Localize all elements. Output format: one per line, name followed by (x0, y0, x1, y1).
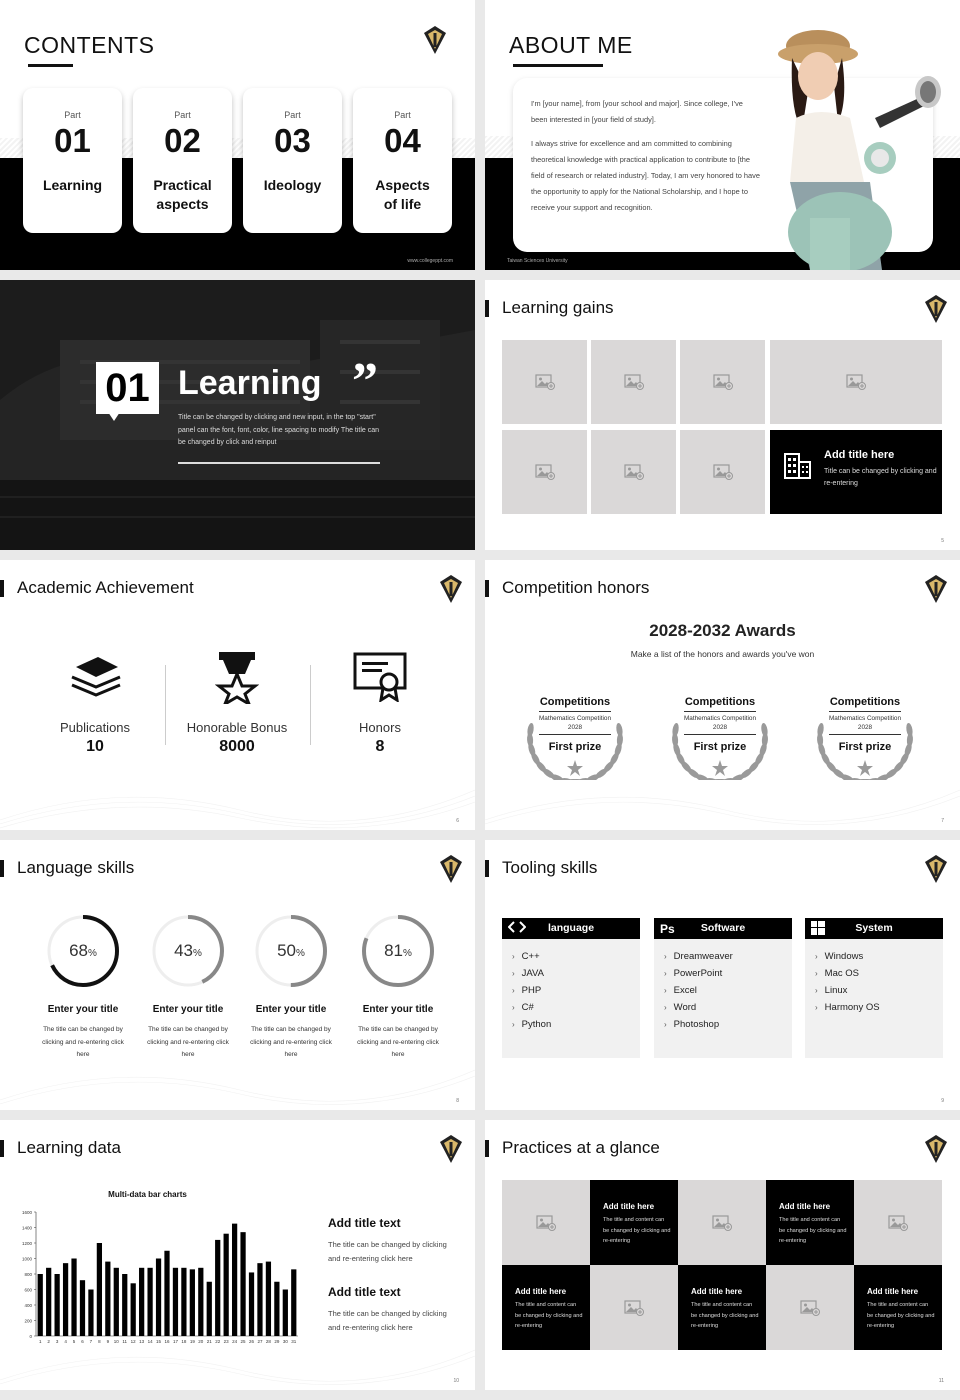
image-placeholder[interactable] (502, 340, 587, 424)
award-line (539, 711, 611, 712)
x-tick-label: 19 (189, 1339, 195, 1344)
x-tick-label: 6 (81, 1339, 84, 1344)
practice-box-text: The title and content can be changed by clicking and re-entering (691, 1302, 759, 1329)
bar (114, 1268, 119, 1336)
practice-box (590, 1180, 678, 1265)
section-description: Title can be changed by clicking and new input, in the top "start" panel can the font, font, color, line spacing to modify The title can be changed by click and reinput (178, 414, 380, 446)
emblem-icon (421, 25, 449, 55)
page-number: 10 (453, 1378, 459, 1384)
tool-item: › PowerPoint (664, 965, 733, 982)
image-placeholder[interactable] (678, 1180, 766, 1265)
slide-learning-gains (485, 280, 960, 550)
skill-desc: The title can be changed by clicking and re-entering click here (147, 1026, 229, 1058)
tool-header (805, 918, 943, 939)
page-number: 9 (941, 1098, 944, 1104)
image-placeholder[interactable] (502, 430, 587, 514)
award-event: Mathematics Competition (683, 715, 757, 722)
award-event: Mathematics Competition (828, 715, 902, 722)
percent-value (148, 941, 228, 961)
y-tick-label: 200 (24, 1318, 32, 1324)
tool-item: › Dreamweaver (664, 948, 733, 965)
certificate-icon (353, 652, 407, 702)
image-add-icon (846, 374, 866, 395)
part-name: Ideology (263, 177, 322, 193)
x-tick-label: 17 (172, 1339, 178, 1344)
title-underline (513, 64, 603, 67)
skill-title: Enter your title (47, 1004, 119, 1015)
y-tick-label: 600 (24, 1287, 32, 1293)
medal-icon (215, 652, 259, 704)
bar (164, 1251, 169, 1336)
stat-value: 8000 (219, 738, 255, 755)
emblem-icon (437, 574, 465, 604)
y-tick-label: 400 (24, 1303, 32, 1308)
practice-box-title: Add title here (603, 1202, 655, 1211)
section-number-tail (108, 412, 120, 421)
page-number: 5 (941, 538, 944, 544)
x-tick-label: 22 (215, 1339, 221, 1344)
x-tick-label: 11 (122, 1339, 128, 1344)
data-desc-1: The title can be changed by clicking and re-entering click here (328, 1240, 447, 1263)
skill-desc: The title can be changed by clicking and re-entering click here (250, 1026, 332, 1058)
data-desc-2: The title can be changed by clicking and re-entering click here (328, 1309, 447, 1332)
image-placeholder[interactable] (591, 430, 676, 514)
quote-mark: ” (352, 353, 378, 410)
slide-title: Learning data (17, 1138, 121, 1157)
header-bar (0, 860, 4, 877)
emblem-icon (922, 854, 950, 884)
about-title: ABOUT ME (509, 32, 633, 58)
tool-header (502, 918, 640, 939)
header-bar (485, 300, 489, 317)
image-add-icon (712, 1215, 732, 1236)
bar (173, 1268, 178, 1336)
page-number: 7 (941, 818, 944, 824)
image-placeholder[interactable] (680, 430, 765, 514)
part-card[interactable] (243, 88, 342, 233)
image-placeholder[interactable] (591, 340, 676, 424)
page-number: 11 (938, 1378, 944, 1384)
header-bar (485, 580, 489, 597)
chart-title: Multi-data bar charts (108, 1190, 187, 1199)
bar (71, 1259, 76, 1337)
stat-label: Honors (359, 720, 401, 735)
skill-title: Enter your title (152, 1004, 224, 1015)
percent-value (251, 941, 331, 961)
image-placeholder[interactable] (590, 1265, 678, 1350)
image-add-icon (713, 464, 733, 485)
stat-label: Honorable Bonus (186, 720, 288, 735)
tool-list (664, 948, 733, 1033)
bar (274, 1282, 279, 1336)
x-tick-label: 18 (181, 1339, 187, 1344)
bar (80, 1280, 85, 1336)
building-icon (783, 452, 813, 480)
bar (46, 1268, 51, 1336)
slide-academic (0, 560, 475, 830)
tool-item: › Mac OS (815, 965, 880, 982)
x-tick-label: 16 (164, 1339, 170, 1344)
percent-unit: % (193, 948, 202, 959)
award-line (829, 734, 901, 735)
image-add-icon (535, 464, 555, 485)
practice-box-text: The title and content can be changed by clicking and re-entering (867, 1302, 935, 1329)
data-title-2: Add title text (328, 1285, 401, 1299)
award-title: Competitions (684, 696, 756, 708)
image-add-icon (800, 1300, 820, 1321)
tool-item: › Excel (664, 982, 733, 999)
practice-box-title: Add title here (779, 1202, 831, 1211)
tool-header-label: Software (700, 922, 746, 934)
x-tick-label: 15 (156, 1339, 162, 1344)
tool-item: › JAVA (512, 965, 551, 982)
about-paragraph-1: I'm [your name], from [your school and major]. Since college, I've been interested in [your field of study]. (531, 99, 743, 124)
percent-unit: % (296, 948, 305, 959)
slide-language (0, 840, 475, 1110)
x-tick-label: 23 (223, 1339, 229, 1344)
tool-header (654, 918, 792, 939)
slide-title: Academic Achievement (17, 578, 194, 597)
bar (105, 1262, 110, 1336)
gains-box-title: Add title here (824, 449, 895, 461)
bar (232, 1224, 237, 1336)
bar (215, 1240, 220, 1336)
tool-item: › PHP (512, 982, 551, 999)
part-number: 04 (384, 122, 421, 159)
practice-box-text: The title and content can be changed by clicking and re-entering (779, 1217, 847, 1244)
bar (224, 1234, 229, 1336)
bar (97, 1243, 102, 1336)
x-tick-label: 21 (206, 1339, 212, 1344)
slide-contents (0, 0, 475, 270)
percent-number: 81 (384, 941, 403, 960)
bar (240, 1232, 245, 1336)
header-bar (0, 580, 4, 597)
emblem-icon (922, 574, 950, 604)
image-add-icon (536, 1215, 556, 1236)
y-tick-label: 0 (29, 1334, 32, 1339)
practice-box-title: Add title here (867, 1287, 919, 1296)
award-title: Competitions (829, 696, 901, 708)
tool-list (815, 948, 880, 1016)
skill-desc: The title can be changed by clicking and re-entering click here (357, 1026, 439, 1058)
part-name: Learning (42, 177, 103, 193)
slide-title: Tooling skills (502, 858, 598, 877)
bar (88, 1290, 93, 1337)
skill-desc: The title can be changed by clicking and re-entering click here (42, 1026, 124, 1058)
bar (198, 1268, 203, 1336)
part-number: 03 (274, 122, 311, 159)
slide-title: Language skills (17, 858, 135, 877)
percent-value (43, 941, 123, 961)
image-placeholder[interactable] (766, 1265, 854, 1350)
part-name: Practical (153, 177, 212, 193)
bar (190, 1269, 195, 1336)
image-placeholder[interactable] (770, 340, 942, 424)
award-year: 2028 (567, 724, 583, 731)
emblem-icon (437, 854, 465, 884)
tool-header-label: language (547, 922, 595, 934)
image-placeholder[interactable] (854, 1180, 942, 1265)
awards-subtitle: Make a list of the honors and awards you've won (630, 649, 815, 659)
part-label: Part (284, 110, 301, 120)
x-tick-label: 30 (282, 1339, 288, 1344)
tool-header-label: System (855, 922, 893, 934)
tool-item: › Python (512, 1016, 551, 1033)
image-add-icon (624, 374, 644, 395)
section-title: Learning (178, 364, 322, 402)
bar (131, 1283, 136, 1336)
percent-number: 68 (69, 941, 88, 960)
bar (257, 1263, 262, 1336)
part-label: Part (64, 110, 81, 120)
part-card[interactable] (133, 88, 232, 233)
percent-unit: % (403, 948, 412, 959)
bar (207, 1282, 212, 1336)
part-number: 02 (164, 122, 201, 159)
award-line (829, 711, 901, 712)
x-tick-label: 10 (113, 1339, 119, 1344)
slide-competition (485, 560, 960, 830)
slide-about (485, 0, 960, 270)
image-placeholder[interactable] (502, 1180, 590, 1265)
practice-box-text: The title and content can be changed by clicking and re-entering (515, 1302, 583, 1329)
tool-item: › Windows (815, 948, 880, 965)
footer-url: www.collegeppt.com (407, 258, 453, 264)
badge-text: Ps (660, 922, 675, 936)
y-tick-label: 1400 (21, 1225, 32, 1231)
awards-heading: 2028-2032 Awards (649, 621, 796, 640)
x-tick-label: 24 (232, 1339, 238, 1344)
slide-title: Practices at a glance (502, 1138, 660, 1157)
practice-box (766, 1180, 854, 1265)
tool-item: › C# (512, 999, 551, 1016)
contents-title: CONTENTS (24, 32, 155, 58)
award-event: Mathematics Competition (538, 715, 612, 722)
practice-box-text: The title and content can be changed by clicking and re-entering (603, 1217, 671, 1244)
x-tick-label: 29 (274, 1339, 280, 1344)
bar (156, 1259, 161, 1337)
slide-practices (485, 1120, 960, 1390)
tool-list (512, 948, 551, 1033)
x-tick-label: 13 (139, 1339, 145, 1344)
bar (291, 1269, 296, 1336)
part-name-2: of life (383, 196, 422, 212)
portrait-photo (750, 22, 950, 270)
tool-item: › C++ (512, 948, 551, 965)
tool-item: › Harmony OS (815, 999, 880, 1016)
bar (63, 1263, 68, 1336)
x-tick-label: 14 (147, 1339, 153, 1344)
x-tick-label: 2 (47, 1339, 50, 1344)
title-underline (28, 64, 73, 67)
award-title: Competitions (539, 696, 611, 708)
x-tick-label: 8 (98, 1339, 101, 1344)
bar (181, 1268, 186, 1336)
x-tick-label: 31 (291, 1339, 297, 1344)
slide-tooling (485, 840, 960, 1110)
part-name-2: aspects (156, 196, 209, 212)
skill-title: Enter your title (362, 1004, 434, 1015)
practice-box (854, 1265, 942, 1350)
image-placeholder[interactable] (680, 340, 765, 424)
percent-number: 43 (174, 941, 193, 960)
award-line (539, 734, 611, 735)
bar (38, 1274, 43, 1336)
stat-label: Publications (59, 720, 131, 735)
header-bar (485, 860, 489, 877)
y-tick-label: 1000 (21, 1256, 32, 1262)
practice-box-title: Add title here (515, 1287, 567, 1296)
slide-learning-data (0, 1120, 475, 1390)
header-bar (485, 1140, 489, 1157)
y-tick-label: 1600 (21, 1210, 32, 1215)
tool-item: › Linux (815, 982, 880, 999)
image-add-icon (624, 1300, 644, 1321)
section-divider (178, 462, 380, 464)
award-prize: First prize (693, 741, 747, 753)
award-prize: First prize (838, 741, 892, 753)
stat-value: 8 (375, 738, 385, 755)
x-tick-label: 3 (55, 1339, 59, 1344)
x-tick-label: 5 (72, 1339, 76, 1344)
page-number: 6 (456, 818, 459, 824)
practice-box-title: Add title here (691, 1287, 743, 1296)
percent-unit: % (88, 948, 97, 959)
footer-school: Taiwan Sciences University (507, 258, 568, 264)
award-line (684, 711, 756, 712)
practice-box (678, 1265, 766, 1350)
image-add-icon (535, 374, 555, 395)
x-tick-label: 27 (257, 1339, 263, 1344)
stack-icon (68, 655, 124, 701)
bar (122, 1274, 127, 1336)
x-tick-label: 20 (198, 1339, 204, 1344)
y-tick-label: 800 (24, 1272, 32, 1277)
divider-1 (165, 665, 166, 745)
x-tick-label: 4 (64, 1339, 67, 1344)
bar (147, 1268, 152, 1336)
bar (249, 1272, 254, 1336)
bar (55, 1274, 60, 1336)
tool-item: › Photoshop (664, 1016, 733, 1033)
skill-title: Enter your title (255, 1004, 327, 1015)
emblem-icon (922, 294, 950, 324)
x-tick-label: 28 (265, 1339, 271, 1344)
practice-box (502, 1265, 590, 1350)
image-add-icon (713, 374, 733, 395)
slide-section-learning (0, 280, 475, 550)
x-tick-label: 25 (240, 1339, 246, 1344)
tool-item: › Word (664, 999, 733, 1016)
bar (266, 1262, 271, 1336)
bar (139, 1268, 144, 1336)
wave-decoration (0, 760, 475, 830)
x-tick-label: 9 (106, 1339, 110, 1344)
gains-box-text: Title can be changed by clicking and re-entering (824, 468, 937, 487)
x-tick-label: 12 (130, 1339, 136, 1344)
part-label: Part (394, 110, 411, 120)
stat-value: 10 (86, 738, 104, 755)
emblem-icon (922, 1134, 950, 1164)
image-add-icon (624, 464, 644, 485)
award-line (684, 734, 756, 735)
x-tick-label: 26 (249, 1339, 255, 1344)
x-tick-label: 1 (38, 1339, 42, 1344)
part-name: Aspects (375, 177, 430, 193)
x-tick-label: 7 (89, 1339, 93, 1344)
part-label: Part (174, 110, 191, 120)
award-year: 2028 (857, 724, 873, 731)
header-bar (0, 1140, 4, 1157)
emblem-icon (437, 1134, 465, 1164)
part-card[interactable] (353, 88, 452, 233)
page-number: 8 (456, 1098, 459, 1104)
bar-chart (14, 1204, 304, 1350)
part-card[interactable] (23, 88, 122, 233)
section-number: 01 (105, 366, 150, 410)
percent-value (358, 941, 438, 961)
percent-number: 50 (277, 941, 296, 960)
slide-title: Learning gains (502, 298, 614, 317)
award-prize: First prize (548, 741, 602, 753)
y-tick-label: 1200 (21, 1241, 32, 1246)
award-year: 2028 (712, 724, 728, 731)
image-add-icon (888, 1215, 908, 1236)
about-paragraph-2: I always strive for excellence and am committed to combining theoretical knowledge with practical application to contribute to [the field of research or related industry]. Today, I am very honored to have the opportunity to apply for the National Scholarship, and I hope to receive your support and recognition. (531, 139, 760, 212)
part-number: 01 (54, 122, 91, 159)
data-title-1: Add title text (328, 1216, 401, 1230)
slide-title: Competition honors (502, 578, 650, 597)
bar (283, 1290, 288, 1337)
